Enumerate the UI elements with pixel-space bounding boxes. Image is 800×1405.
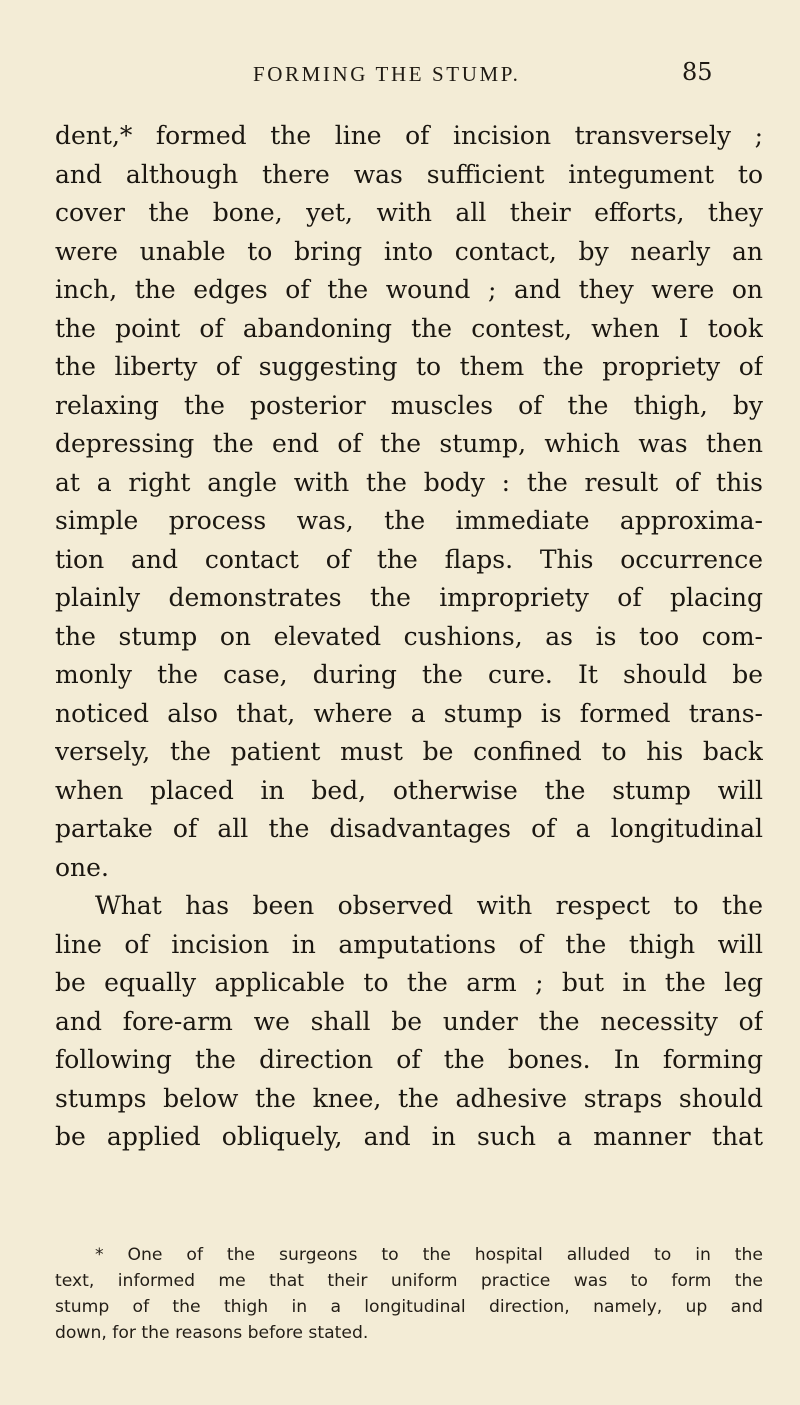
footnote-line: text, informed me that their uniform practice was to form the [55,1271,763,1291]
text-line: be applied obliquely, and in such a manner that [55,1122,763,1151]
text-line: the stump on elevated cushions, as is too com- [55,621,763,651]
text-line: inch, the edges of the wound ; and they were on [55,275,763,304]
text-line: stumps below the knee, the adhesive straps should [55,1083,763,1113]
text-line: were unable to bring into contact, by nearly an [55,236,763,266]
text-line: versely, the patient must be confined to his back [55,737,763,766]
text-line: plainly demonstrates the impropriety of placing [55,583,763,612]
text-line: monly the case, during the cure. It should be [55,660,763,689]
text-line: noticed also that, where a stump is formed trans- [55,698,763,728]
text-line: relaxing the posterior muscles of the thigh, by [55,390,763,420]
text-line: What has been observed with respect to the [95,891,763,920]
text-line: tion and contact of the flaps. This occurrence [55,544,763,574]
footnote-line: * One of the surgeons to the hospital alluded to in the [95,1245,763,1265]
text-line: the liberty of suggesting to them the propriety of [55,352,763,381]
text-line: the point of abandoning the contest, when I took [55,313,763,343]
footnote-line: down, for the reasons before stated. [55,1323,369,1343]
text-line: be equally applicable to the arm ; but in the leg [55,968,763,997]
footnote-line: stump of the thigh in a longitudinal direction, namely, up and [55,1297,763,1317]
text-line: when placed in bed, otherwise the stump will [55,775,763,805]
text-line: cover the bone, yet, with all their efforts, they [55,198,763,227]
page-number: 85 [682,58,713,86]
text-line: and although there was sufficient integument to [55,159,763,189]
text-line: at a right angle with the body : the result of this [55,467,763,497]
text-line: simple process was, the immediate approxima- [55,506,763,535]
body-text [55,117,763,1157]
text-line: dent,* formed the line of incision transversely ; [55,121,763,150]
text-line: one. [55,852,109,882]
text-line: line of incision in amputations of the thigh will [55,929,763,959]
text-line: partake of all the disadvantages of a longitudinal [55,814,763,843]
text-line: depressing the end of the stump, which was then [55,429,763,458]
footnote [55,1242,763,1346]
running-title: FORMING THE STUMP. [253,62,521,86]
running-head [0,58,800,88]
text-line: and fore-arm we shall be under the necessity of [55,1006,763,1036]
text-line: following the direction of the bones. In forming [55,1045,763,1074]
